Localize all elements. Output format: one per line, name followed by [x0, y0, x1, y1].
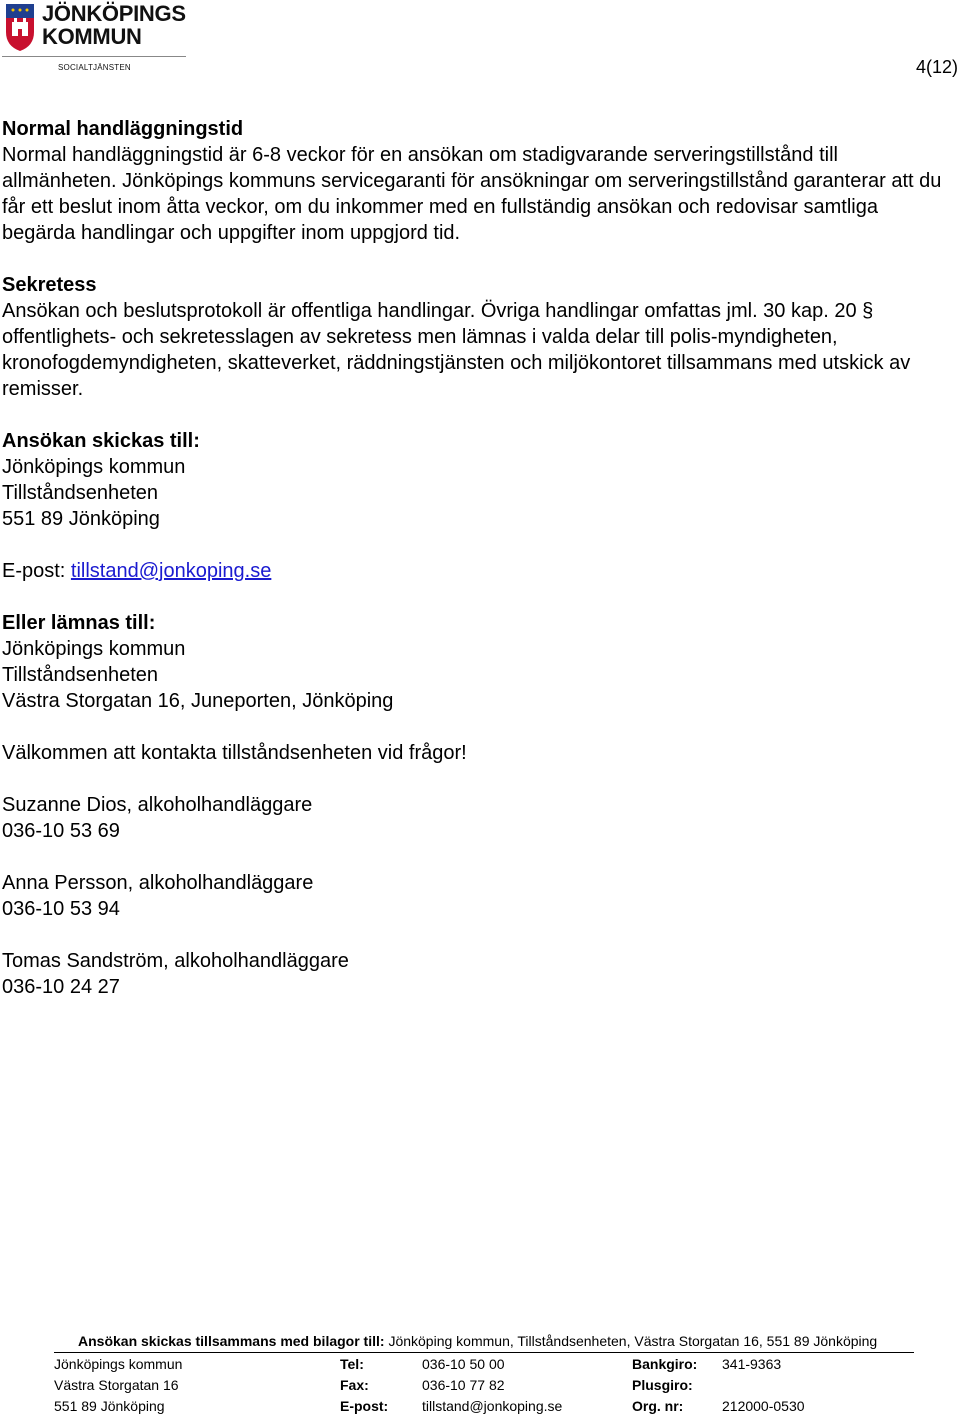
footer-address-line-2: Västra Storgatan 16	[54, 1377, 179, 1393]
welcome-text: Välkommen att kontakta tillståndsenheten vid frågor!	[2, 742, 467, 764]
department-label: SOCIALTJÄNSTEN	[58, 63, 131, 72]
email-line	[2, 558, 952, 584]
footer-tel-label: Tel:	[340, 1356, 364, 1372]
footer-address-line-3: 551 89 Jönköping	[54, 1398, 165, 1414]
brand-wordmark	[42, 2, 186, 48]
email-link[interactable]: tillstand@jonkoping.se	[70, 560, 272, 582]
footer-divider	[54, 1352, 914, 1353]
processing-time-text: Normal handläggningstid är 6-8 veckor för en ansökan om stadigvarande serveringstillstånd till allmänheten. Jönköpings kommuns servicegaranti för ansökningar om serveringstillstånd garanterar att du får ett beslut inom åtta veckor, om du inkommer med en fullständig ansökan och redovisar samtliga begärda handlingar och uppgifter inom uppgjord tid.	[2, 144, 942, 244]
footer-address-line-1: Jönköpings kommun	[54, 1356, 183, 1372]
brand-line-1: JÖNKÖPINGS	[42, 1, 186, 26]
kommun-logo	[2, 2, 188, 76]
footer-bankgiro-label: Bankgiro:	[632, 1356, 698, 1372]
drop-off-line-2: Tillståndsenheten	[2, 664, 159, 686]
contact-phone: 036-10 24 27	[2, 976, 120, 998]
document-body	[2, 116, 952, 1000]
contact-phone: 036-10 53 69	[2, 820, 120, 842]
footer-email-label: E-post:	[340, 1398, 389, 1414]
section-heading-send-to: Ansökan skickas till:	[2, 430, 200, 452]
footer-fax-label: Fax:	[340, 1377, 369, 1393]
footer-fax-value: 036-10 77 82	[422, 1377, 505, 1393]
secrecy-text: Ansökan och beslutsprotokoll är offentliga handlingar. Övriga handlingar omfattas jml. 30 kap. 20 § offentlighets- och sekretesslagen av sekretess men lämnas i valda delar till polis-myndigheten, kronofogdemyndigheten, skatteverket, räddningstjänsten och miljökontoret tillsammans med utskick av remisser.	[2, 300, 911, 400]
brand-line-2: KOMMUN	[42, 24, 142, 49]
contact-name: Suzanne Dios, alkoholhandläggare	[2, 794, 313, 816]
section-heading-drop-off: Eller lämnas till:	[2, 612, 156, 634]
contact-name: Anna Persson, alkoholhandläggare	[2, 872, 314, 894]
drop-off-line-3: Västra Storgatan 16, Juneporten, Jönköping	[2, 690, 394, 712]
footer-tel-value: 036-10 50 00	[422, 1356, 505, 1372]
page-number: 4(12)	[915, 57, 958, 77]
send-to-line-3: 551 89 Jönköping	[2, 508, 160, 530]
footer-orgnr-value: 212000-0530	[722, 1398, 805, 1414]
coat-of-arms-icon	[4, 2, 36, 52]
logo-divider	[2, 56, 186, 57]
section-heading-processing-time: Normal handläggningstid	[2, 118, 244, 140]
send-to-line-1: Jönköpings kommun	[2, 456, 186, 478]
footer-email-value: tillstand@jonkoping.se	[422, 1398, 563, 1414]
footer-title	[78, 1333, 877, 1349]
footer-orgnr-label: Org. nr:	[632, 1398, 684, 1414]
drop-off-line-1: Jönköpings kommun	[2, 638, 186, 660]
footer-title-rest: Jönköping kommun, Tillståndsenheten, Västra Storgatan 16, 551 89 Jönköping	[384, 1333, 878, 1349]
footer-plusgiro-label: Plusgiro:	[632, 1377, 693, 1393]
send-to-line-2: Tillståndsenheten	[2, 482, 159, 504]
section-heading-secrecy: Sekretess	[2, 274, 97, 296]
contact-name: Tomas Sandström, alkoholhandläggare	[2, 950, 349, 972]
contact-phone: 036-10 53 94	[2, 898, 120, 920]
footer-title-bold: Ansökan skickas tillsammans med bilagor till:	[78, 1333, 385, 1349]
footer-bankgiro-value: 341-9363	[722, 1356, 782, 1372]
email-label: E-post:	[2, 560, 66, 582]
